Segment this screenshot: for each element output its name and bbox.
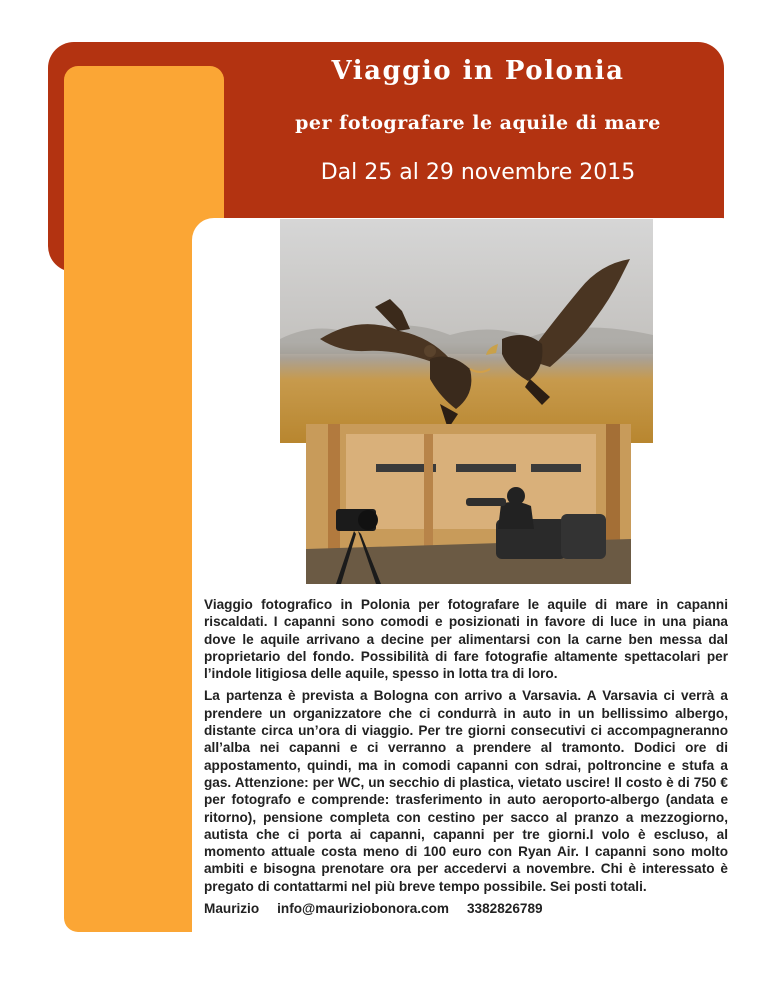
eagles-photo	[280, 219, 653, 443]
contact-phone: 3382826789	[467, 901, 543, 917]
page-subtitle: per fotografare le aquile di mare	[295, 112, 661, 134]
description-text	[204, 596, 728, 917]
description-paragraph-1: Viaggio fotografico in Polonia per fotografare le aquile di mare in capanni riscaldati. I capanni sono comodi e posizionati in favore di luce in una piana dove le aquile arrivano a decine per alimentarsi con la carne ben messa dal proprietario del fondo. Possibilità di fare fotografie altamente spettacolari per l’indole litigiosa delle aquile, spesso in lotta tra di loro.	[204, 597, 728, 682]
description-paragraph-2: La partenza è prevista a Bologna con arrivo a Varsavia. A Varsavia ci verrà a prendere un organizzatore che ci condurrà in auto in un bellissimo albergo, distante circa un’ora di viaggio. Per tre giorni consecutivi ci accompagneranno all’alba nei capanni e ci verranno a prendere al tramonto. Dodici ore di appostamento, quindi, ma in comodi capanni con sdrai, poltroncine e stufa a gas. Attenzione: per WC, un secchio di plastica, vietato uscire! Il costo è di 750 € per fotografo e comprende: trasferimento in auto aeroporto-albergo (andata e ritorno), pensione completa con cestino per sacco al pranzo a mezzogiorno, autista che ci porta ai capanni, capanni per tre giorni.I volo è escluso, al momento attuale costa meno di 100 euro con Ryan Air. I capanni sono molto ambiti e bisogna prenotare ora per accedervi a novembre. Chi è interessato è pregato di contattarmi nel più breve tempo possibile. Sei posti totali.	[204, 688, 728, 894]
page-title: Viaggio in Polonia	[331, 56, 625, 86]
hide-interior-photo	[306, 424, 631, 584]
contact-name: Maurizio	[204, 901, 260, 917]
contact-line	[204, 900, 728, 917]
trip-dates: Dal 25 al 29 novembre 2015	[320, 160, 636, 185]
contact-email[interactable]: info@mauriziobonora.com	[277, 901, 449, 917]
